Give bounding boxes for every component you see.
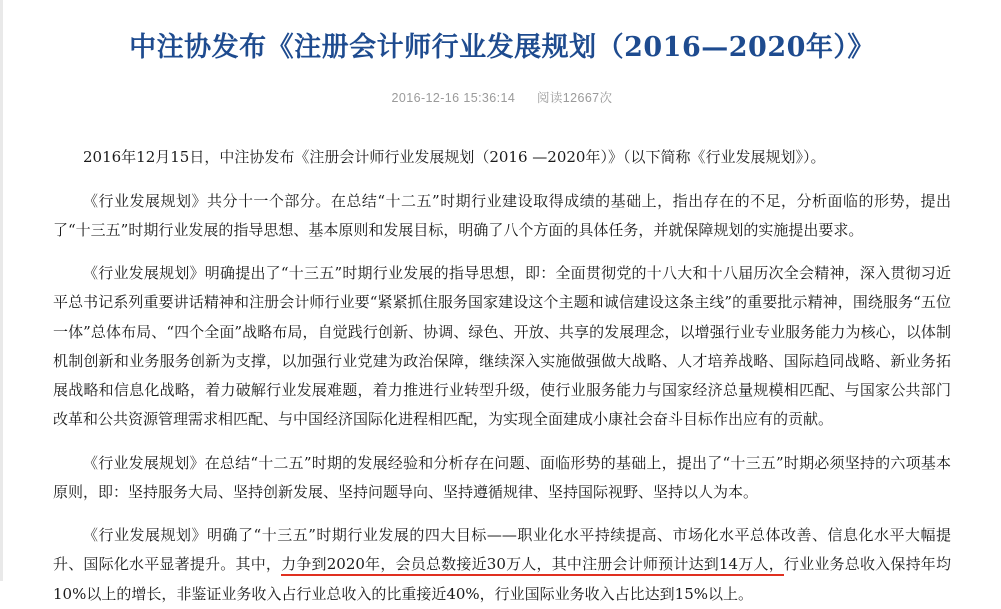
paragraph-2: 《行业发展规划》共分十一个部分。在总结“十二五”时期行业建设取得成绩的基础上，指出存在的不足，分析面临的形势，提出了“十三五”时期行业发展的指导思想、基本原则和发展目标，明确了八个方面的具体任务，并就保障规划的实施提出要求。 (53, 191, 951, 239)
paragraph-4: 《行业发展规划》在总结“十二五”时期的发展经验和分析存在问题、面临形势的基础上，提出了“十三五”时期必须坚持的六项基本原则，即：坚持服务大局、坚持创新发展、坚持问题导向、坚持遵循规律、坚持国际视野、坚持以人为本。 (53, 453, 951, 501)
paragraph-3: 《行业发展规划》明确提出了“十三五”时期行业发展的指导思想，即：全面贯彻党的十八大和十八届历次全会精神，深入贯彻习近平总书记系列重要讲话精神和注册会计师行业要“紧紧抓住服务国家建设这个主题和诚信建设这条主线”的重要批示精神，围绕服务“五位一体”总体布局、“四个全面”战略布局，自觉践行创新、协调、绿色、开放、共享的发展理念，以增强行业专业服务能力为核心，以体制机制创新和业务服务创新为支撑，以加强行业党建为政治保障，继续深入实施做强做大战略、人才培养战略、国际趋同战略、新业务拓展战略和信息化战略，着力破解行业发展难题，着力推进行业转型升级，使行业服务能力与国家经济总量规模相匹配、与国家公共部门改革和公共资源管理需求相匹配、与中国经济国际化进程相匹配，为实现全面建成小康社会奋斗目标作出应有的贡献。 (53, 264, 951, 429)
article-container (3, 0, 1001, 603)
page-title: 中注协发布《注册会计师行业发展规划（2016—2020年）》 (129, 32, 875, 63)
paragraph-5-after: 行业业务总收入保持年均10%以上的增长，非鉴证业务收入占行业总收入的比重接近40%，行业国际业务收入占比达到15%以上。 (53, 555, 951, 603)
view-count: 阅读12667次 (536, 91, 613, 106)
paragraph-1: 2016年12月15日，中注协发布《注册会计师行业发展规划（2016 —2020年）》（以下简称《行业发展规划》）。 (83, 148, 826, 167)
article-body (31, 121, 973, 609)
paragraph-5 (53, 521, 951, 609)
paragraph-5-before: 《行业发展规划》明确了“十三五”时期行业发展的四大目标——职业化水平持续提高、市场化水平总体改善、信息化水平大幅提升、国际化水平显著提升。其中， (53, 526, 951, 574)
publish-date: 2016-12-16 15:36:14 (391, 91, 516, 106)
article-meta (31, 66, 973, 106)
highlighted-text: 力争到2020年，会员总数接近30万人，其中注册会计师预计达到14万人， (281, 555, 784, 576)
